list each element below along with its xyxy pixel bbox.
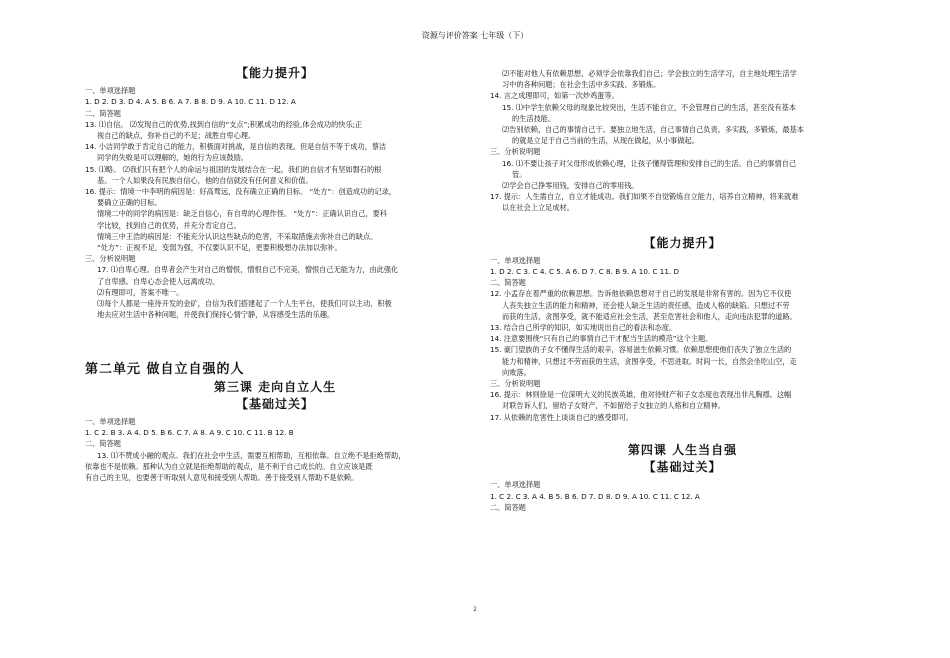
answer-line: 依靠也不是依赖。那种认为自立就是拒绝帮助的观点，是不利于自己成长的。自立应该是既: [85, 461, 373, 471]
answer-line: 同学的失败是可以理解的，她的行为应该鼓励。: [97, 153, 248, 163]
answer-line: ⑵告别依赖，自己的事情自己干。要独立地生活，自己事情自己负责。多实践，多锻炼，最基本: [502, 125, 804, 135]
answer-line: 14. 小洁同学敢于肯定自己的能力，积极面对挑战，是自信的表现。但是自信不等于成功，蔡洁: [85, 142, 387, 152]
heading-choice: 一、单项选择题: [490, 480, 541, 490]
answer-line: 13. 结合自己所学的知识，如实地说出自己的看法和态度。: [490, 323, 677, 333]
answer-line: ⑵学会自己挣零用钱，安排自己的零用钱。: [502, 181, 639, 191]
heading-short: 二、简答题: [85, 108, 121, 118]
answer-line: 16. 提示：情境一中李明的病因是：好高骛远，没有确立正确的目标。 “处方”：创造成功的记录，: [85, 187, 396, 197]
answer-line: 情境二中的同学的病因是：缺乏自信心，有自卑的心理作怪。 “处方”：正确认识自己，要科: [97, 209, 388, 219]
answer-line: 16. ⑴不要让孩子对父母形成依赖心理，让孩子懂得管理和安排自己的生活。自己的事情自己: [502, 158, 797, 168]
section-title-basic: 【基础过关】: [643, 460, 722, 475]
heading-analysis: 三、分析说明题: [490, 147, 541, 157]
answer-line: 了自卑感。自卑心态会使人远离成功。: [97, 276, 220, 286]
section-title-basic: 【基础过关】: [235, 396, 314, 411]
answer-line: 17. ⑴自卑心理。自卑者会产生对自己的憎恨，憎恨自己不完美，憎恨自己无能为力，由此强化: [97, 265, 399, 275]
answer-line: 基。一个人如果没有民族自信心，他的自信就没有任何意义和价值。: [97, 175, 313, 185]
answer-line: 13. ⑴不赞成小融的观点。我们在社会中生活，需要互相帮助，互相依靠。自立绝不是拒绝帮助，: [97, 450, 406, 460]
answer-line: ⑵不能对他人有依赖思想，必须学会依靠我们自己；学会独立的生活学习，自主地处理生活学: [502, 69, 797, 78]
right-column: [490, 46, 875, 513]
answer-line: 1. C 2. B 3. A 4. D 5. B 6. C 7. A 8. A 9. C 10. C 11. B 12. B: [85, 428, 294, 438]
answer-line: 13. ⑴自信。 ⑵发现自己的优势,找到自信的“支点”;积累成功的经验,体会成功的快乐;正: [85, 119, 363, 129]
answer-line: “处方”：正视不足，变弱为强，不仅要认识不足，更要积极想办法加以弥补。: [97, 243, 342, 253]
heading-short: 二、简答题: [490, 278, 526, 288]
heading-short: 二、简答题: [490, 502, 526, 512]
heading-choice: 一、单项选择题: [85, 86, 136, 96]
unit-title: 第二单元 做自立自强的人: [85, 362, 245, 378]
answer-line: 的就是立足于自己当前的生活，从现在做起，从小事做起。: [512, 136, 699, 146]
lesson-title: 第三课 走向自立人生: [213, 379, 337, 394]
answer-line: 而获的生活，贪图享受，就不能适应社会生活，甚至危害社会和他人，走向违法犯罪的道路。: [502, 311, 797, 321]
answer-line: 视自己的缺点，弥补自己的不足；战胜自卑心理。: [97, 131, 256, 141]
answer-line: 情境三中王浩的病因是：不能充分认识这些缺点的危害，不采取措施去弥补自己的缺点。: [97, 231, 378, 241]
answer-line: 管。: [512, 169, 527, 179]
answer-line: 15. ⑴中学生依赖父母的现象比较突出，生活不能自立，不会管理自己的生活，甚至没有基本: [502, 102, 797, 112]
answer-line: 1. C 2. C 3. A 4. B 5. B 6. D 7. D 8. D 9. A 10. C 11. C 12. A: [490, 491, 700, 501]
heading-analysis: 三、分析说明题: [85, 254, 136, 264]
lesson-title: 第四课 人生当自强: [627, 442, 738, 457]
answer-line: 地去应对生活中各种问题，并使我们保持心情宁静，从容感受生活的乐趣。: [97, 310, 335, 320]
section-title-ability: 【能力提升】: [235, 66, 314, 80]
answer-line: 的生活技能。: [512, 113, 556, 123]
answer-line: 12. 小孟存在着严重的依赖思想。告诉他依赖思想对于自己的发展是非常有害的。因为它不仅使: [490, 289, 792, 299]
answer-line: 17. 提示：人生需自立，自立才能成功。我们如果不自觉锻炼自立能力，培养自立精神，将来就难: [490, 192, 799, 202]
answer-line: ⑶每个人都是一座待开发的金矿，自信为我们搭建起了一个人生平台，使我们可以主动、积极: [97, 299, 392, 309]
answer-line: 向败落。: [502, 367, 531, 377]
heading-choice: 一、单项选择题: [490, 255, 541, 265]
answer-line: 人丧失独立生活的能力和精神，还会使人缺乏生活的责任感，造成人格的缺陷。只想过不劳: [502, 300, 790, 310]
answer-line: 要确立正确的目标。: [97, 198, 162, 208]
answer-line: 习中的各种问题；在社会生活中多实践、多锻炼。: [502, 80, 661, 90]
heading-analysis: 三、分析说明题: [490, 379, 541, 389]
answer-line: 1. D 2. D 3. D 4. A 5. B 6. A 7. B 8. D 9. A 10. C 11. D 12. A: [85, 97, 296, 107]
answer-line: 学比较，找到自己的优势，并充分肯定自己。: [97, 220, 241, 230]
answer-line: 1. D 2. C 3. C 4. C 5. A 6. D 7. C 8. B 9. A 10. C 11. D: [490, 267, 680, 277]
answer-line: 能力和精神，只想过不劳而获的生活，贪图享受，不思进取。时间一长，自然会坐吃山空，走: [502, 356, 797, 366]
answer-line: 14. 注意要围绕“只有自己的事情自己干才配当生活的模范”这个主题。: [490, 334, 713, 344]
answer-line: 有自己的主见，也要善于听取别人意见和接受别人帮助。善于接受别人帮助不是依赖。: [85, 473, 359, 483]
answer-line: 16. 提示：林则徐是一位深明大义的民族英雄，他对待财产和子女态度也表现出非凡胸襟。这幅: [490, 390, 792, 400]
heading-short: 二、简答题: [85, 439, 121, 449]
answer-line: 15. 豪门望族的子女不懂得生活的艰辛，容易滋生依赖习惯。依赖思想使他们丧失了独立生活的: [490, 345, 792, 355]
answer-line: 17. 从依赖的危害性上谈谈自己的感受即可。: [490, 412, 634, 422]
section-title-ability: 【能力提升】: [643, 235, 722, 250]
answer-line: 15. ⑴略。 ⑵我们只有把个人的命运与祖国的发展结合在一起，我们的自信才有坚如磐石的根: [85, 164, 382, 174]
answer-line: ⑵有理即可，答案不唯一。: [97, 287, 184, 297]
page-header: 资源与评价答案 七年级（下）: [421, 31, 529, 40]
left-column: [85, 46, 465, 483]
answer-line: 14. 言之成理即可，如第一次炒鸡蛋等。: [490, 91, 619, 101]
page-number: 2: [473, 606, 477, 613]
answer-line: 以在社会上立足成材。: [502, 203, 574, 213]
heading-choice: 一、单项选择题: [85, 417, 136, 427]
answer-line: 对联告诉人们，留给子女财产，不如留给子女独立的人格和自立精神。: [502, 401, 725, 411]
